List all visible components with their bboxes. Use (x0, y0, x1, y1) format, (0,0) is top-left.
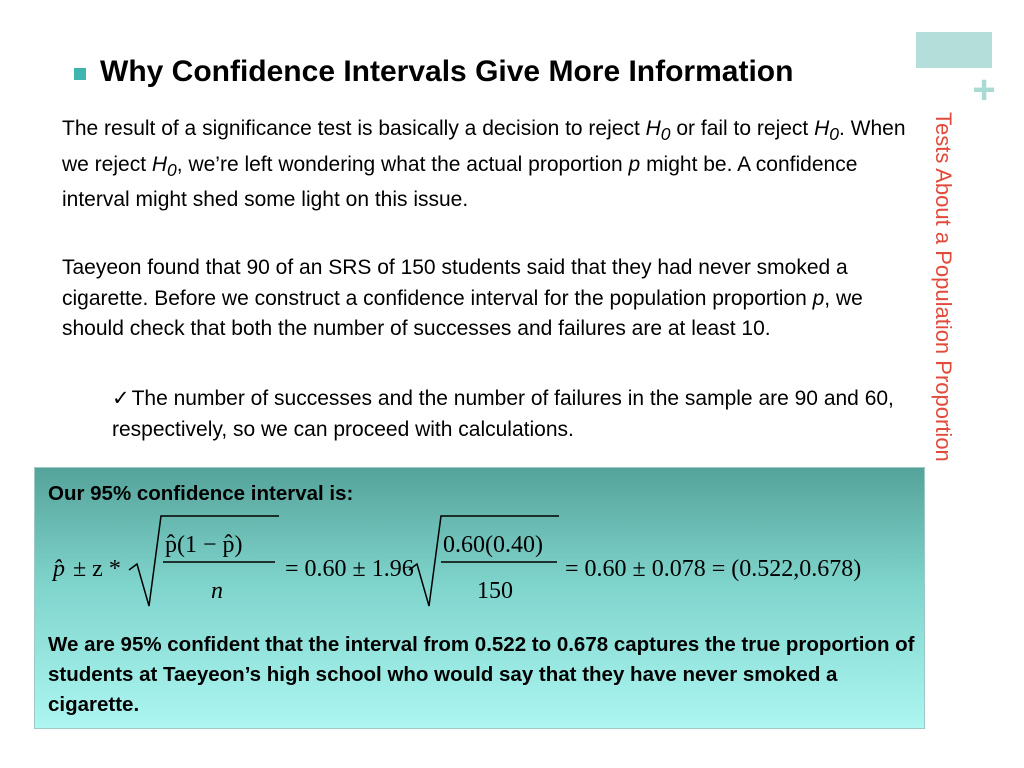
h0-subscript: 0 (829, 124, 839, 145)
paragraph-taeyeon (62, 253, 912, 345)
para1-text-3: . When we reject (62, 117, 906, 176)
formula-numerator-2: 0.60(0.40) (443, 532, 543, 558)
p-symbol: p (812, 286, 825, 310)
para1-text-5: might be. A confidence interval might shed some light on this issue. (62, 152, 858, 212)
h0-subscript: 0 (660, 124, 671, 145)
slide-title: Why Confidence Intervals Give More Information (100, 55, 794, 88)
title-bullet-icon (74, 68, 86, 80)
box-conclusion: We are 95% confident that the interval from 0.522 to 0.678 captures the true proportion of students at Taeyeon’s high school who would say that they have never smoked a cigarette. (48, 633, 915, 716)
confidence-interval-formula (49, 510, 909, 630)
para1-text-4: , we’re left wondering what the actual proportion (176, 152, 629, 176)
formula-pm-z: ± z * (73, 556, 121, 582)
p-symbol: p (628, 152, 641, 176)
h0-symbol: H (814, 117, 830, 140)
h0-symbol: H (645, 117, 661, 140)
checked-item (112, 383, 912, 445)
h0-subscript: 0 (167, 159, 177, 180)
h0-symbol: H (151, 152, 168, 176)
slide-title-row (74, 52, 793, 92)
checked-item-text: The number of successes and the number of failures in the sample are 90 and 60, respectively, so we can proceed with calculations. (112, 387, 894, 441)
formula-phat: p̂ (53, 556, 65, 582)
sqrt-sign-1 (129, 516, 279, 606)
checkmark-icon: ✓ (112, 387, 130, 410)
corner-decoration-block (916, 32, 992, 68)
plus-icon: + (972, 68, 996, 112)
para2-text-2: , we should check that both the number of successes and failures are at least 10. (62, 286, 863, 340)
para1-text-1: The result of a significance test is basically a decision to reject (62, 117, 646, 140)
formula-denominator-2: 150 (477, 578, 513, 604)
formula-equals-2: = 0.60 ± 0.078 = (0.522,0.678) (565, 556, 862, 582)
formula-numerator-1: p̂(1 − p̂) (165, 532, 243, 558)
paragraph-significance (62, 114, 912, 216)
para1-text-2: or fail to reject (670, 117, 815, 140)
confidence-interval-box (34, 467, 925, 729)
formula-denominator-1: n (211, 578, 223, 604)
box-heading: Our 95% confidence interval is: (48, 482, 354, 505)
side-title-text: Tests About a Population Proportion (931, 112, 956, 462)
para2-text-1: Taeyeon found that 90 of an SRS of 150 students said that they had never smoked a cigarette. Before we construct a confidence interval for the population proportion (62, 256, 848, 310)
formula-equals-1: = 0.60 ± 1.96 (285, 556, 414, 582)
